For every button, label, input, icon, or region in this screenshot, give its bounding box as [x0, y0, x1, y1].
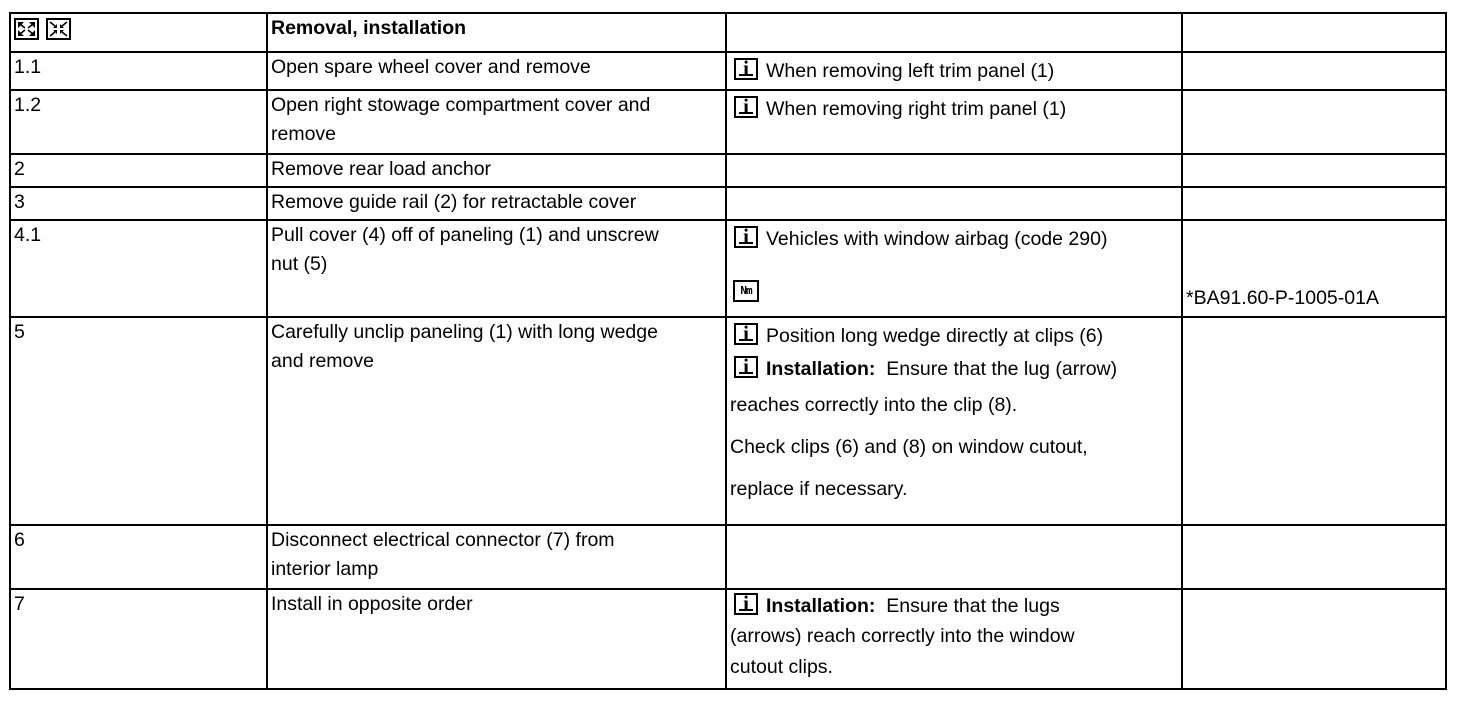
collapse-all-icon[interactable]: [46, 18, 71, 40]
note-text: When removing left trim panel (1): [766, 60, 1055, 82]
header-title: Removal, installation: [267, 13, 726, 52]
installation-label: Installation:: [766, 595, 876, 617]
step-action: [267, 220, 726, 317]
table-header-row: [10, 13, 1446, 52]
step-note: [726, 317, 1182, 525]
step-number: 4.1: [10, 220, 267, 317]
step-note: [726, 90, 1182, 154]
step-reference: [1182, 525, 1446, 589]
info-icon[interactable]: [734, 593, 758, 615]
action-line: interior lamp: [271, 558, 379, 580]
step-action: [267, 317, 726, 525]
note-text: Position long wedge directly at clips (6): [766, 325, 1104, 347]
header-icons-cell: [10, 13, 267, 52]
info-icon[interactable]: [734, 96, 758, 118]
step-reference: [1182, 317, 1446, 525]
header-empty-cell: [1182, 13, 1446, 52]
note-text: When removing right trim panel (1): [766, 98, 1067, 120]
step-number: 7: [10, 589, 267, 689]
step-note: [726, 187, 1182, 220]
table-row: [10, 589, 1446, 689]
note-text: Vehicles with window airbag (code 290): [766, 228, 1108, 250]
step-reference: [1182, 187, 1446, 220]
step-action: [267, 90, 726, 154]
step-note: [726, 154, 1182, 187]
step-reference: [1182, 90, 1446, 154]
table-row: [10, 525, 1446, 589]
step-note: [726, 589, 1182, 689]
note-text: Ensure that the lugs: [886, 595, 1060, 617]
step-action: Remove rear load anchor: [267, 154, 726, 187]
info-icon[interactable]: [734, 226, 758, 248]
step-action: Install in opposite order: [267, 589, 726, 689]
action-line: Pull cover (4) off of paneling (1) and unscrew: [271, 224, 659, 246]
action-line: Disconnect electrical connector (7) from: [271, 529, 615, 551]
table-row: [10, 52, 1446, 90]
step-action: Remove guide rail (2) for retractable cover: [267, 187, 726, 220]
note-text: Ensure that the lug (arrow): [886, 358, 1118, 380]
step-action: Open spare wheel cover and remove: [267, 52, 726, 90]
step-reference: [1182, 589, 1446, 689]
step-number: 3: [10, 187, 267, 220]
note-line: Check clips (6) and (8) on window cutout,: [730, 436, 1088, 458]
action-line: nut (5): [271, 253, 328, 275]
step-number: 1.1: [10, 52, 267, 90]
info-icon[interactable]: [734, 323, 758, 345]
table-row: [10, 154, 1446, 187]
reference-link[interactable]: *BA91.60-P-1005-01A: [1186, 287, 1379, 309]
expand-all-icon[interactable]: [14, 18, 39, 40]
step-number: 1.2: [10, 90, 267, 154]
info-icon[interactable]: [734, 58, 758, 80]
note-line: [730, 322, 1178, 351]
note-line: [730, 355, 1178, 384]
step-note: [726, 52, 1182, 90]
header-empty-cell: [726, 13, 1182, 52]
note-line: cutout clips.: [730, 656, 833, 678]
torque-nm-icon[interactable]: Nm: [733, 280, 759, 302]
step-action: [267, 525, 726, 589]
procedure-table: [9, 12, 1447, 690]
step-reference: [1182, 220, 1446, 317]
installation-label: Installation:: [766, 358, 876, 380]
step-number: 5: [10, 317, 267, 525]
step-note: [726, 525, 1182, 589]
info-icon[interactable]: [734, 356, 758, 378]
action-line: Carefully unclip paneling (1) with long wedge: [271, 321, 658, 343]
table-row: [10, 220, 1446, 317]
note-line: [730, 225, 1178, 254]
action-line: remove: [271, 123, 337, 145]
note-line: (arrows) reach correctly into the window: [730, 625, 1075, 647]
step-reference: [1182, 154, 1446, 187]
note-line: [730, 276, 1178, 305]
step-reference: [1182, 52, 1446, 90]
note-line: [730, 592, 1178, 621]
table-row: [10, 317, 1446, 525]
action-line: Open right stowage compartment cover and: [271, 94, 651, 116]
table-row: [10, 187, 1446, 220]
note-line: replace if necessary.: [730, 478, 908, 500]
step-number: 2: [10, 154, 267, 187]
step-note: [726, 220, 1182, 317]
step-number: 6: [10, 525, 267, 589]
action-line: and remove: [271, 350, 374, 372]
table-row: [10, 90, 1446, 154]
note-line: reaches correctly into the clip (8).: [730, 394, 1018, 416]
